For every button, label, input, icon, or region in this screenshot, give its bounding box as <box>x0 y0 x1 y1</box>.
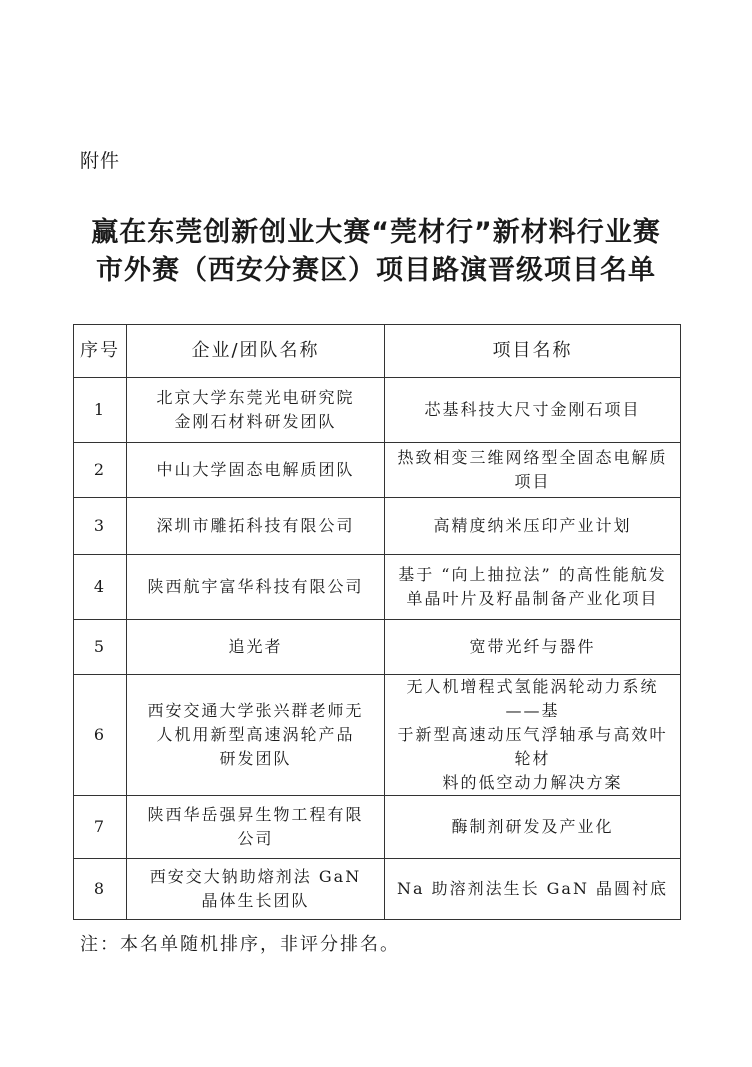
footnote: 注：本名单随机排序，非评分排名。 <box>80 934 400 955</box>
team-name-line: 晶体生长团队 <box>201 891 310 910</box>
row-index: 1 <box>74 378 127 443</box>
team-name-line: 西安交大钠助熔剂法 GaN <box>149 867 362 886</box>
table-row <box>74 378 681 443</box>
table-row <box>74 443 681 498</box>
title-line-1: 赢在东莞创新创业大赛“莞材行”新材料行业赛 <box>91 217 661 248</box>
header-index: 序号 <box>74 325 127 378</box>
row-index: 5 <box>74 620 127 675</box>
team-name-cell <box>127 796 385 859</box>
row-index: 8 <box>74 859 127 920</box>
team-name-line: 追光者 <box>228 637 283 656</box>
project-name-line: Na 助溶剂法生长 GaN 晶圆衬底 <box>396 879 669 898</box>
table-row <box>74 555 681 620</box>
table-header-row <box>74 325 681 378</box>
row-index: 6 <box>74 675 127 796</box>
project-name-cell <box>385 796 681 859</box>
project-name-line: 基于 “向上抽拉法” 的高性能航发 <box>398 565 667 584</box>
team-name-line: 中山大学固态电解质团队 <box>156 460 355 479</box>
promoted-projects-table <box>73 324 681 920</box>
table-row <box>74 620 681 675</box>
project-name-cell <box>385 620 681 675</box>
team-name-cell <box>127 443 385 498</box>
team-name-line: 陕西航宇富华科技有限公司 <box>147 577 364 596</box>
team-name-line: 陕西华岳强昇生物工程有限 <box>147 805 364 824</box>
table-row <box>74 675 681 796</box>
team-name-line: 西安交通大学张兴群老师无 <box>147 701 364 720</box>
team-name-line: 深圳市雕拓科技有限公司 <box>156 516 355 535</box>
project-name-cell <box>385 675 681 796</box>
row-index: 2 <box>74 443 127 498</box>
project-name-cell <box>385 859 681 920</box>
team-name-cell <box>127 555 385 620</box>
project-name-line: 宽带光纤与器件 <box>469 637 596 656</box>
team-name-cell <box>127 378 385 443</box>
team-name-cell <box>127 859 385 920</box>
team-name-line: 研发团队 <box>219 749 292 768</box>
title-line-2: 市外赛（西安分赛区）项目路演晋级项目名单 <box>96 255 656 286</box>
project-name-line: 料的低空动力解决方案 <box>442 773 623 792</box>
document-title <box>60 214 692 290</box>
header-team-name: 企业/团队名称 <box>127 325 385 378</box>
project-name-line: 热致相变三维网络型全固态电解质项目 <box>397 448 668 491</box>
project-name-line: 高精度纳米压印产业计划 <box>433 516 632 535</box>
team-name-line: 金刚石材料研发团队 <box>174 412 337 431</box>
project-name-line: 无人机增程式氢能涡轮动力系统——基 <box>406 677 659 720</box>
project-name-line: 芯基科技大尺寸金刚石项目 <box>424 400 641 419</box>
team-name-line: 人机用新型高速涡轮产品 <box>156 725 355 744</box>
table-row <box>74 498 681 555</box>
project-name-line: 于新型高速动压气浮轴承与高效叶轮材 <box>397 725 668 768</box>
team-name-line: 北京大学东莞光电研究院 <box>156 388 355 407</box>
row-index: 3 <box>74 498 127 555</box>
team-name-cell <box>127 498 385 555</box>
table-row <box>74 796 681 859</box>
project-name-cell <box>385 498 681 555</box>
row-index: 7 <box>74 796 127 859</box>
project-name-line: 酶制剂研发及产业化 <box>451 817 614 836</box>
project-name-cell <box>385 378 681 443</box>
header-project-name: 项目名称 <box>385 325 681 378</box>
project-name-cell <box>385 443 681 498</box>
team-name-cell <box>127 620 385 675</box>
attachment-label: 附件 <box>80 150 121 172</box>
row-index: 4 <box>74 555 127 620</box>
table-row <box>74 859 681 920</box>
team-name-line: 公司 <box>237 829 274 848</box>
project-name-line: 单晶叶片及籽晶制备产业化项目 <box>406 589 659 608</box>
project-name-cell <box>385 555 681 620</box>
team-name-cell <box>127 675 385 796</box>
